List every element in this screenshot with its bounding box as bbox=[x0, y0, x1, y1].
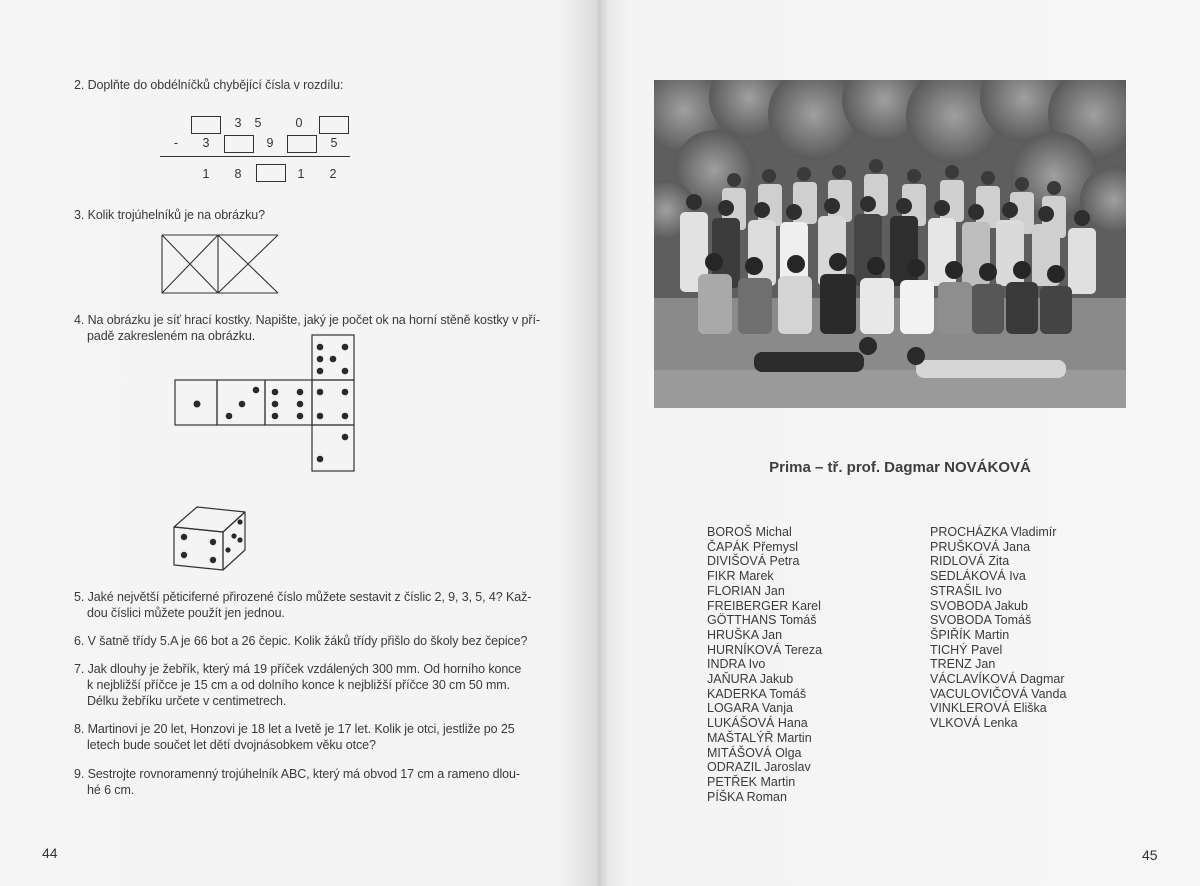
student-name: FLORIAN Jan bbox=[707, 583, 785, 598]
die-3d bbox=[170, 500, 252, 574]
question-7 bbox=[74, 661, 521, 709]
student-name: PROCHÁZKA Vladimír bbox=[930, 525, 1057, 539]
class-photo bbox=[654, 80, 1126, 408]
digit: 8 bbox=[234, 167, 242, 181]
student-name: INDRA Ivo bbox=[707, 657, 766, 672]
student-name: FIKR Marek bbox=[707, 569, 774, 584]
names-column-2 bbox=[930, 525, 1066, 731]
digit: 3 bbox=[234, 116, 242, 130]
question-5-line-2: dou číslici můžete použít jen jednou. bbox=[87, 606, 285, 620]
digit: 3 bbox=[202, 136, 210, 150]
student-name: LUKÁŠOVÁ Hana bbox=[707, 716, 808, 731]
student-name: STRAŠIL Ivo bbox=[930, 583, 1002, 598]
student-name: VINKLEROVÁ Eliška bbox=[930, 701, 1047, 716]
digit: 5 bbox=[254, 116, 262, 130]
student-name: PRUŠKOVÁ Jana bbox=[930, 539, 1031, 554]
question-8-line-1: 8. Martinovi je 20 let, Honzovi je 18 let a Ivetě je 17 let. Kolik je otci, jestliže po 25 bbox=[74, 722, 515, 736]
blank-box bbox=[256, 164, 286, 182]
blank-box bbox=[191, 116, 221, 134]
digit: 1 bbox=[297, 167, 305, 181]
student-name: JAŇURA Jakub bbox=[707, 672, 794, 687]
student-name: BOROŠ Michal bbox=[707, 525, 792, 539]
student-name: MAŠTALÝŘ Martin bbox=[707, 730, 812, 745]
student-name: VÁCLAVÍKOVÁ Dagmar bbox=[930, 672, 1065, 687]
student-name: SVOBODA Jakub bbox=[930, 598, 1028, 613]
digit: 5 bbox=[330, 136, 338, 150]
digit: 9 bbox=[266, 136, 274, 150]
student-name: VLKOVÁ Lenka bbox=[930, 716, 1018, 731]
question-7-line-1: 7. Jak dlouhy je žebřík, který má 19 příček vzdálených 300 mm. Od horního konce bbox=[74, 662, 522, 676]
question-8-line-2: letech bude součet let dětí dvojnásobkem věku otce? bbox=[87, 738, 376, 752]
subtraction-line bbox=[160, 156, 350, 157]
question-3: 3. Kolik trojúhelníků je na obrázku? bbox=[74, 208, 265, 222]
student-name: VACULOVIČOVÁ Vanda bbox=[930, 686, 1067, 701]
question-8 bbox=[74, 721, 515, 753]
question-5 bbox=[74, 589, 531, 621]
student-name: HURNÍKOVÁ Tereza bbox=[707, 642, 823, 657]
question-2: 2. Doplňte do obdélníčků chybějící čísla v rozdílu: bbox=[74, 78, 344, 92]
question-5-line-1: 5. Jaké největší pěticiferné přirozené číslo můžete sestavit z číslic 2, 9, 3, 5, 4? Kaž- bbox=[74, 590, 532, 604]
page-number-left: 44 bbox=[42, 845, 58, 861]
question-4-line-2: padě zakresleném na obrázku. bbox=[87, 329, 256, 343]
student-name: GÖTTHANS Tomáš bbox=[707, 613, 817, 628]
blank-box bbox=[319, 116, 349, 134]
student-name: TICHÝ Pavel bbox=[930, 642, 1003, 657]
student-name: SVOBODA Tomáš bbox=[930, 613, 1032, 628]
student-name: ČAPÁK Přemysl bbox=[707, 539, 798, 554]
names-column-1 bbox=[707, 525, 822, 804]
student-name: TRENZ Jan bbox=[930, 657, 996, 672]
student-name: KADERKA Tomáš bbox=[707, 686, 807, 701]
student-name: LOGARA Vanja bbox=[707, 701, 793, 716]
student-name: RIDLOVÁ Zita bbox=[930, 554, 1010, 569]
question-9-line-1: 9. Sestrojte rovnoramenný trojúhelník ABC, který má obvod 17 cm a rameno dlou- bbox=[74, 767, 520, 781]
blank-box bbox=[287, 135, 317, 153]
question-9 bbox=[74, 766, 520, 798]
dice-net bbox=[170, 332, 360, 477]
digit: 2 bbox=[329, 167, 337, 181]
student-name: ŠPIŘÍK Martin bbox=[930, 627, 1010, 642]
student-name: PETŘEK Martin bbox=[707, 774, 796, 789]
student-name: FREIBERGER Karel bbox=[707, 598, 821, 613]
digit: 1 bbox=[202, 167, 210, 181]
question-7-line-3: Délku žebříku určete v centimetrech. bbox=[87, 694, 287, 708]
student-name: MITÁŠOVÁ Olga bbox=[707, 745, 802, 760]
student-name: PÍŠKA Roman bbox=[707, 789, 787, 804]
student-name: SEDLÁKOVÁ Iva bbox=[930, 569, 1026, 584]
student-name: ODRAZIL Jaroslav bbox=[707, 760, 811, 775]
minus-sign: - bbox=[173, 136, 179, 150]
student-name: DIVIŠOVÁ Petra bbox=[707, 554, 800, 569]
class-title: Prima – tř. prof. Dagmar NOVÁKOVÁ bbox=[769, 459, 1031, 476]
page-number-right: 45 bbox=[1142, 847, 1158, 863]
student-name: HRUŠKA Jan bbox=[707, 627, 783, 642]
question-6: 6. V šatně třídy 5.A je 66 bot a 26 čepic. Kolik žáků třídy přišlo do školy bez čepice? bbox=[74, 634, 528, 648]
question-7-line-2: k nejbližší příčce je 15 cm a od dolního konce k nejbližší příčce 30 cm 50 mm. bbox=[87, 678, 510, 692]
triangles-figure bbox=[160, 232, 282, 296]
digit: 0 bbox=[295, 116, 303, 130]
blank-box bbox=[224, 135, 254, 153]
question-9-line-2: hé 6 cm. bbox=[87, 783, 135, 797]
question-4-line-1: 4. Na obrázku je síť hrací kostky. Napište, jaký je počet ok na horní stěně kostky v pří- bbox=[74, 313, 540, 327]
